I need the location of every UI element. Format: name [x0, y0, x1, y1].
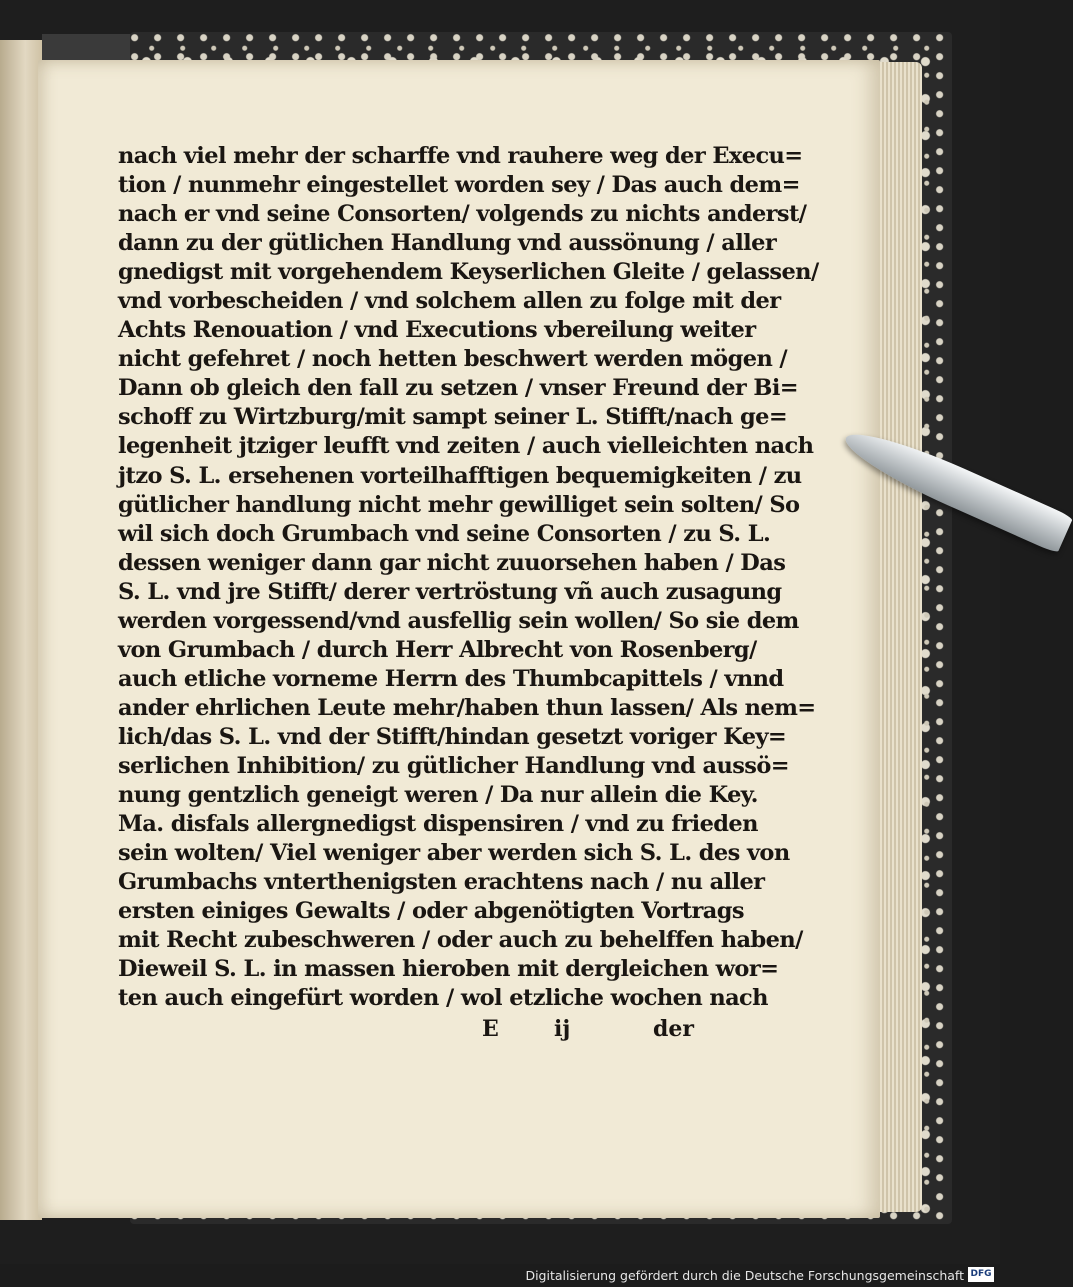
text-line: nach viel mehr der scharffe vnd rauhere weg der Execu= — [118, 143, 803, 169]
text-line: sein wolten/ Viel weniger aber werden sich S. L. des von — [118, 840, 790, 867]
text-line: lich/das S. L. vnd der Stifft/hindan gesetzt voriger Key= — [118, 723, 787, 750]
text-line: S. L. vnd jre Stifft/ derer vertröstung vñ auch zusagung — [118, 578, 782, 605]
signature-mark: E — [482, 1016, 499, 1042]
text-line: nicht gefehret / noch hetten beschwert werden mögen / — [118, 346, 788, 373]
digitization-credit: Digitalisierung gefördert durch die Deutsche Forschungsgemeinschaft — [525, 1268, 964, 1283]
text-line: gnedigst mit vorgehendem Keyserlichen Gleite / gelassen/ — [118, 259, 819, 286]
text-line: Dieweil S. L. in massen hieroben mit dergleichen wor= — [118, 956, 779, 983]
text-line: werden vorgessend/vnd ausfellig sein wollen/ So sie dem — [118, 607, 799, 634]
text-line: jtzo S. L. ersehenen vorteilhafftigen bequemigkeiten / zu — [118, 462, 802, 489]
text-line: legenheit jtziger leufft vnd zeiten / auch vielleichten nach — [118, 433, 814, 460]
text-line: gütlicher handlung nicht mehr gewilliget sein solten/ So — [118, 491, 800, 518]
text-line: schoff zu Wirtzburg/mit sampt seiner L. Stifft/nach ge= — [118, 404, 788, 431]
text-line: ander ehrlichen Leute mehr/haben thun lassen/ Als nem= — [118, 694, 816, 721]
text-line: von Grumbach / durch Herr Albrecht von Rosenberg/ — [118, 636, 757, 663]
left-page-stack — [0, 40, 42, 1220]
text-line: Grumbachs vnterthenigsten erachtens nach / nu aller — [118, 869, 765, 896]
text-line: Achts Renouation / vnd Executions vbereilung weiter — [118, 317, 756, 344]
text-line: Dann ob gleich den fall zu setzen / vnser Freund der Bi= — [118, 375, 799, 402]
text-line: Ma. disfals allergnedigst dispensiren / vnd zu frieden — [118, 811, 758, 838]
signature-number: ij — [554, 1016, 571, 1042]
page-footer — [482, 1016, 694, 1046]
page-text — [118, 142, 819, 1013]
text-line: nach er vnd seine Consorten/ volgends zu nichts anderst/ — [118, 201, 807, 228]
text-line: nung gentzlich geneigt weren / Da nur allein die Key. — [118, 782, 758, 809]
text-line: dessen weniger dann gar nicht zuuorsehen haben / Das — [118, 549, 786, 576]
dfg-logo-icon: DFG — [968, 1267, 994, 1282]
text-line: serlichen Inhibition/ zu gütlicher Handlung vnd aussö= — [118, 752, 790, 779]
text-line: vnd vorbescheiden / vnd solchem allen zu folge mit der — [118, 288, 781, 315]
text-line: auch etliche vorneme Herrn des Thumbcapittels / vnnd — [118, 665, 784, 692]
catchword: der — [653, 1016, 694, 1042]
text-line: wil sich doch Grumbach vnd seine Consorten / zu S. L. — [118, 520, 771, 547]
text-line: dann zu der gütlichen Handlung vnd aussönung / aller — [118, 230, 777, 257]
text-line: tion / nunmehr eingestellet worden sey / Das auch dem= — [118, 172, 800, 199]
text-line: ten auch eingefürt worden / wol etzliche wochen nach — [118, 985, 768, 1012]
text-line: mit Recht zubeschweren / oder auch zu behelffen haben/ — [118, 927, 803, 954]
text-line: ersten einiges Gewalts / oder abgenötigten Vortrags — [118, 898, 744, 925]
